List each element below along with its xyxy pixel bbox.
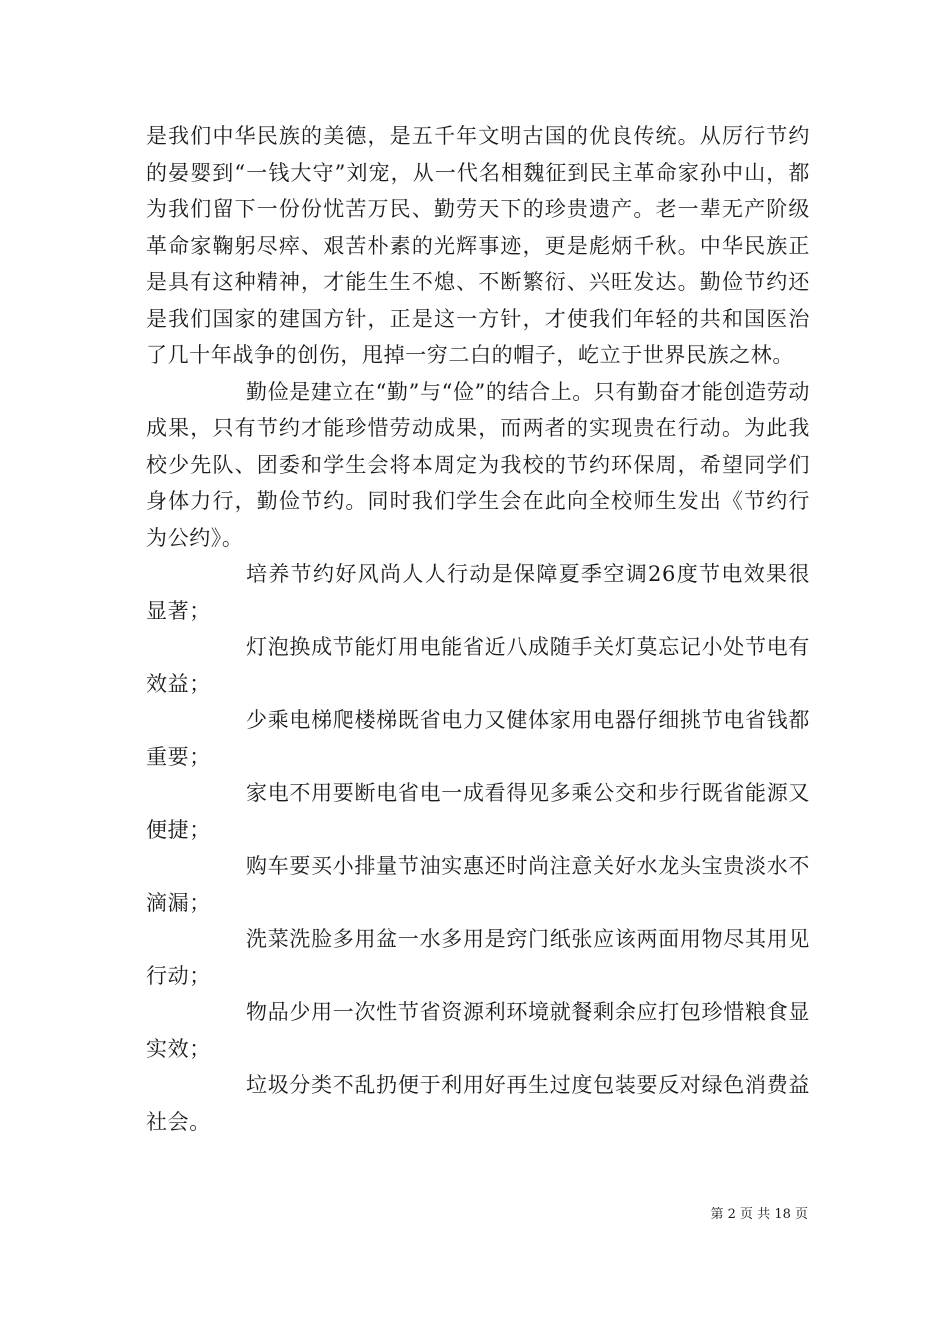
pledge-line-stairs: 少乘电梯爬楼梯既省电力又健体家用电器仔细挑节电省钱都重要； [146, 708, 810, 769]
pledge-line-garbage-sorting: 垃圾分类不乱扔便于利用好再生过度包装要反对绿色消费益社会。 [146, 1073, 810, 1134]
page-number-footer: 第 2 页 共 18 页 [710, 1207, 808, 1222]
pledge-line-air-conditioning: 培养节约好风尚人人行动是保障夏季空调26度节电效果很显著； [146, 562, 810, 623]
paragraph-diligence-thrift: 勤俭是建立在“勤”与“俭”的结合上。只有勤奋才能创造劳动成果，只有节约才能珍惜劳动成果，而两者的实现贵在行动。为此我校少先队、团委和学生会将本周定为我校的节约环保周，希望同学们身体力行，勤俭节约。同时我们学生会在此向全校师生发出《节约行为公约》。 [146, 379, 810, 550]
body-text [146, 118, 810, 1140]
pledge-line-disposables: 物品少用一次性节省资源利环境就餐剩余应打包珍惜粮食显实效； [146, 1000, 810, 1061]
pledge-line-water-paper: 洗菜洗脸多用盆一水多用是窍门纸张应该两面用物尽其用见行动； [146, 927, 810, 988]
pledge-line-light-bulbs: 灯泡换成节能灯用电能省近八成随手关灯莫忘记小处节电有效益； [146, 635, 810, 696]
pledge-line-appliances: 家电不用要断电省电一成看得见多乘公交和步行既省能源又便捷； [146, 781, 810, 842]
pledge-line-cars-water: 购车要买小排量节油实惠还时尚注意关好水龙头宝贵淡水不滴漏； [146, 854, 810, 915]
paragraph-frugality-tradition: 是我们中华民族的美德，是五千年文明古国的优良传统。从厉行节约的晏婴到“一钱大守”刘宠，从一代名相魏征到民主革命家孙中山，都为我们留下一份份忧苦万民、勤劳天下的珍贵遗产。老一辈无产阶级革命家鞠躬尽瘁、艰苦朴素的光辉事迹，更是彪炳千秋。中华民族正是具有这种精神，才能生生不熄、不断繁衍、兴旺发达。勤俭节约还是我们国家的建国方针，正是这一方针，才使我们年轻的共和国医治了几十年战争的创伤，甩掉一穷二白的帽子，屹立于世界民族之林。 [146, 124, 810, 367]
